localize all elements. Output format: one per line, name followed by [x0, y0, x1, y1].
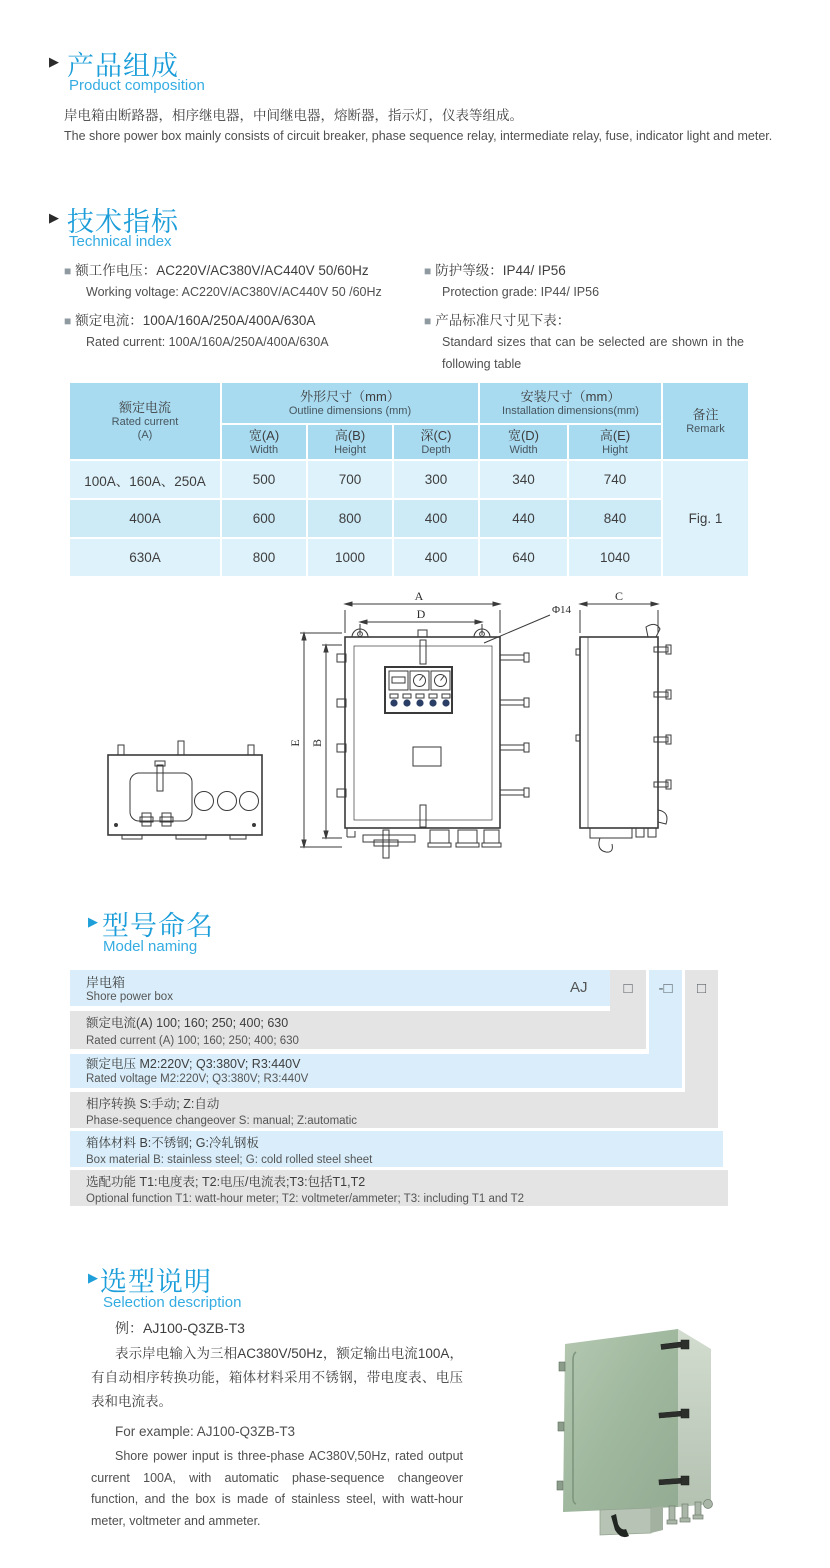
- section-title-technical-index: 技术指标: [67, 207, 179, 237]
- spec-working-voltage: ■ 额工作电压：AC220V/AC380V/AC440V 50/60Hz: [64, 263, 369, 278]
- table-row: 630A: [70, 539, 220, 576]
- col-header-outline-dimensions: 外形尺寸（mm） Outline dimensions (mm): [222, 383, 478, 423]
- dim-label-e: E: [288, 739, 302, 747]
- spec-working-voltage-en: Working voltage: AC220V/AC380V/AC440V 50 /60Hz: [86, 285, 382, 299]
- spec-standard-sizes: ■ 产品标准尺寸见下表：: [424, 313, 571, 328]
- table-cell-remark: Fig. 1: [663, 461, 748, 576]
- col-header-installation-dimensions: 安装尺寸（mm） Installation dimensions(mm): [480, 383, 661, 423]
- composition-text-zh: 岸电箱由断路器，相序继电器，中间继电器，熔断器，指示灯，仪表等组成。: [64, 108, 523, 123]
- sub-header-width-d: 宽(D) Width: [480, 425, 567, 459]
- table-cell: 440: [480, 500, 567, 537]
- code-column-1: □: [610, 970, 646, 1011]
- naming-row-optional-function: 选配功能 T1:电度表; T2:电压/电流表;T3:包括T1,T2 Optional function T1: watt-hour meter; T2: voltmeter/ammeter; T3: including T1 and T2: [70, 1170, 728, 1206]
- section-arrow-icon: ▶: [88, 914, 98, 929]
- section-arrow-icon: ▶: [49, 54, 59, 69]
- model-naming-table: [70, 968, 748, 1210]
- selection-paragraph-en: Shore power input is three-phase AC380V,50Hz, rated output current 100A, with automatic phase-sequence changeover function, and the box is made of stainless steel, with watt-hour meter, voltmeter and ammeter.: [91, 1449, 463, 1528]
- composition-text-en: The shore power box mainly consists of circuit breaker, phase sequence relay, intermediate relay, fuse, indicator light and meter.: [64, 129, 773, 143]
- table-cell: 600: [222, 500, 306, 537]
- square-bullet-icon: ■: [64, 264, 72, 278]
- section-subtitle-product-composition: Product composition: [69, 77, 205, 94]
- table-cell: 640: [480, 539, 567, 576]
- section-subtitle-selection-description: Selection description: [103, 1294, 242, 1311]
- dim-label-dia14: Φ14: [552, 604, 572, 616]
- table-row: 400A: [70, 500, 220, 537]
- section-subtitle-technical-index: Technical index: [69, 233, 172, 250]
- section-arrow-icon: ▶: [49, 210, 59, 225]
- table-cell: 700: [308, 461, 392, 498]
- table-cell: 1040: [569, 539, 661, 576]
- naming-row-phase-sequence: 相序转换 S:手动; Z:自动 Phase-sequence changeover S: manual; Z:automatic: [70, 1092, 718, 1128]
- col-header-rated-current: 额定电流 Rated current (A): [70, 383, 220, 459]
- table-cell: 500: [222, 461, 306, 498]
- table-cell: 800: [222, 539, 306, 576]
- table-cell: 400: [394, 500, 478, 537]
- sub-header-width-a: 宽(A) Width: [222, 425, 306, 459]
- table-cell: 800: [308, 500, 392, 537]
- dim-label-a: A: [414, 589, 424, 603]
- section-title-model-naming: 型号命名: [102, 911, 214, 941]
- dim-label-b: B: [310, 738, 324, 748]
- spec-protection-grade-en: Protection grade: IP44/ IP56: [442, 285, 600, 299]
- naming-row-rated-voltage: 额定电压 M2:220V; Q3:380V; R3:440V Rated voltage M2:220V; Q3:380V; R3:440V: [70, 1054, 682, 1088]
- code-column-3: □: [685, 970, 718, 1092]
- square-bullet-icon: ■: [424, 314, 432, 328]
- technical-drawing: [80, 585, 680, 885]
- table-cell: 840: [569, 500, 661, 537]
- selection-example-en: For example: AJ100-Q3ZB-T3: [115, 1424, 296, 1439]
- sub-header-height-b: 高(B) Height: [308, 425, 392, 459]
- table-cell: 300: [394, 461, 478, 498]
- table-cell: 340: [480, 461, 567, 498]
- spec-protection-grade: ■ 防护等级：IP44/ IP56: [424, 263, 566, 278]
- naming-row-box-material: 箱体材料 B:不锈钢; G:冷轧钢板 Box material B: stainless steel; G: cold rolled steel sheet: [70, 1131, 723, 1167]
- product-photo: [545, 1292, 830, 1560]
- table-cell: 400: [394, 539, 478, 576]
- code-column-2: -□: [649, 970, 682, 1054]
- square-bullet-icon: ■: [424, 264, 432, 278]
- table-cell: 740: [569, 461, 661, 498]
- spec-rated-current-en: Rated current: 100A/160A/250A/400A/630A: [86, 335, 329, 349]
- section-title-product-composition: 产品组成: [67, 51, 179, 81]
- section-title-selection-description: 选型说明: [100, 1267, 212, 1297]
- table-row: 100A、160A、250A: [70, 461, 220, 498]
- naming-row-shore-power-box: 岸电箱 Shore power box: [70, 970, 610, 1006]
- square-bullet-icon: ■: [64, 314, 72, 328]
- selection-paragraph-zh: 表示岸电输入为三相AC380V/50Hz，额定输出电流100A，有自动相序转换功能，箱体材料采用不锈钢，带电度表、电压表和电流表。: [91, 1346, 463, 1409]
- spec-standard-sizes-en: Standard sizes that can be selected are shown in the following table: [442, 335, 744, 371]
- selection-example-zh: 例：AJ100-Q3ZB-T3: [115, 1320, 245, 1336]
- dim-label-d: D: [416, 607, 426, 621]
- model-prefix: AJ: [570, 979, 588, 996]
- col-header-remark: 备注 Remark: [663, 383, 748, 459]
- sub-header-depth-c: 深(C) Depth: [394, 425, 478, 459]
- sub-header-hight-e: 高(E) Hight: [569, 425, 661, 459]
- section-arrow-icon: ▶: [88, 1270, 98, 1285]
- table-cell: 1000: [308, 539, 392, 576]
- naming-row-rated-current: 额定电流(A) 100; 160; 250; 400; 630 Rated current (A) 100; 160; 250; 400; 630: [70, 1011, 646, 1049]
- section-subtitle-model-naming: Model naming: [103, 938, 198, 955]
- spec-rated-current: ■ 额定电流：100A/160A/250A/400A/630A: [64, 313, 316, 328]
- dimensions-table: [70, 383, 748, 576]
- dim-label-c: C: [614, 589, 624, 603]
